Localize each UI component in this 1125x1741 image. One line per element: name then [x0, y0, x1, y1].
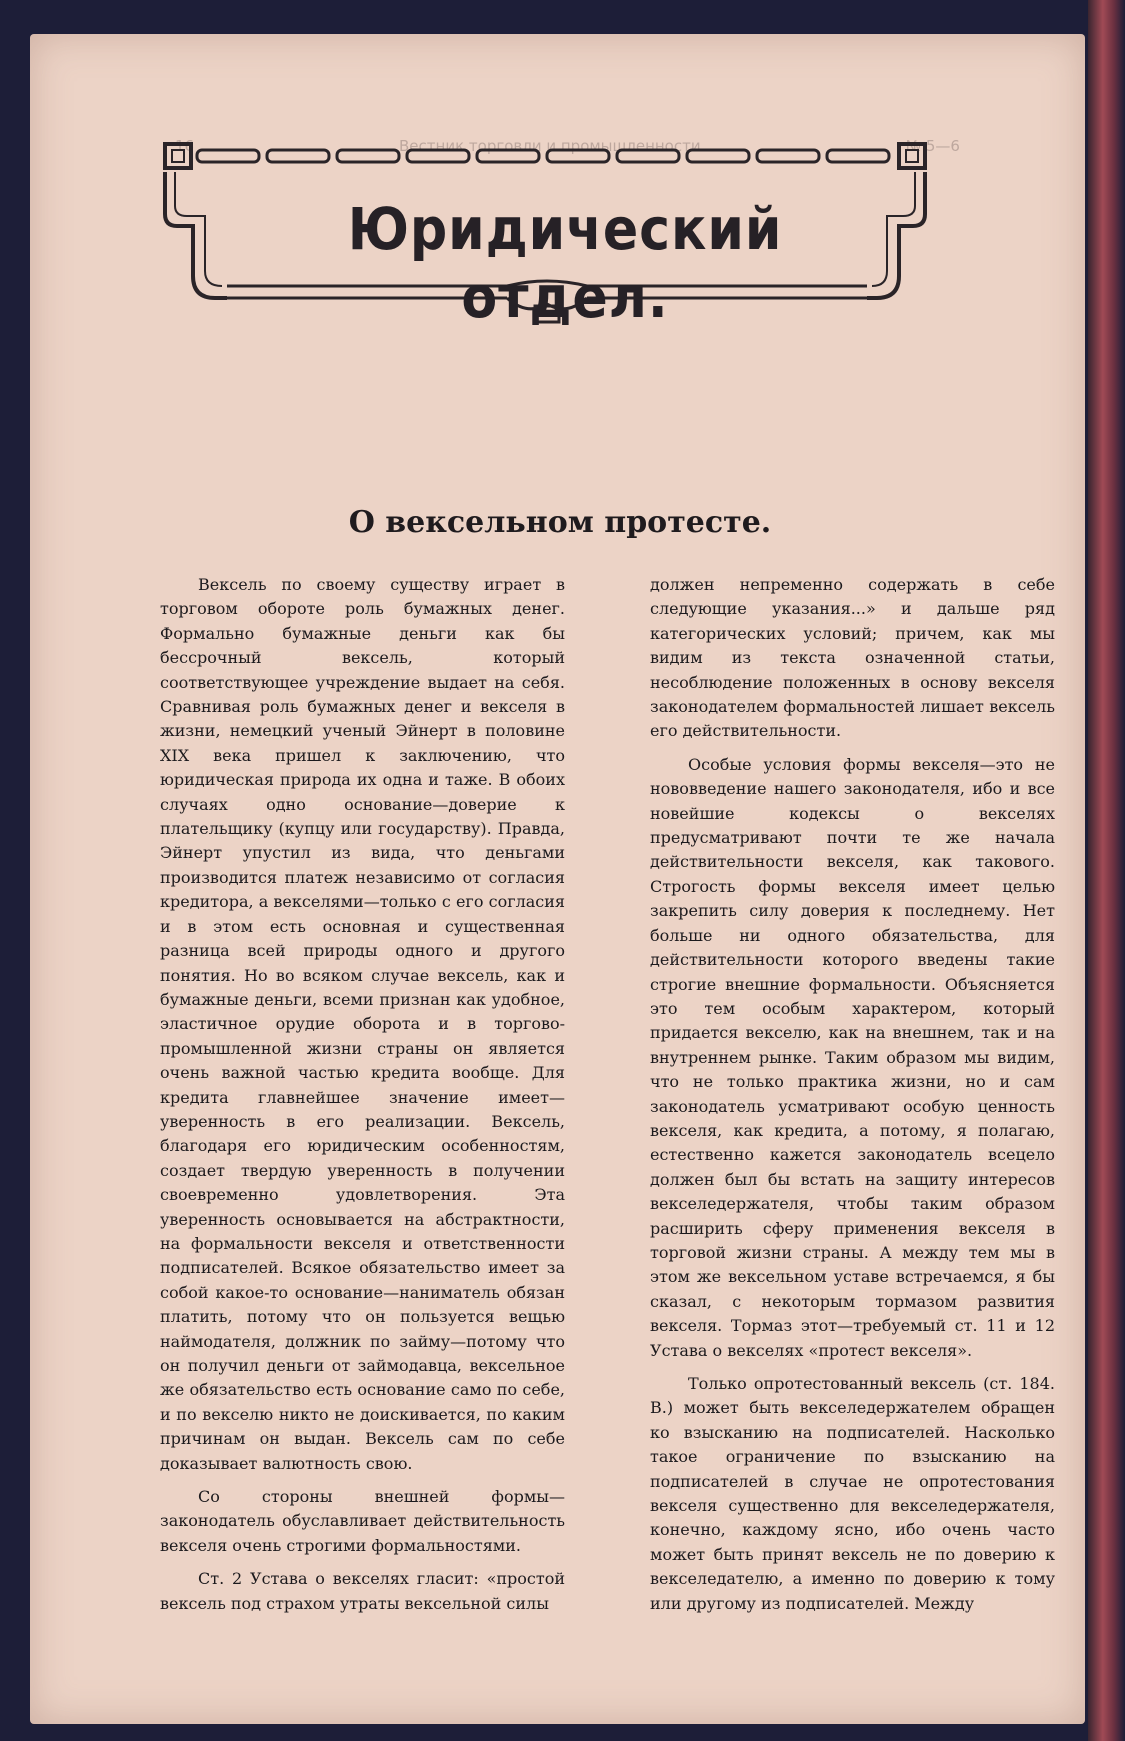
page-number: 16: [175, 137, 195, 155]
issue-number: № 5—6: [905, 137, 960, 155]
running-head-title: Вестник торговли и промышленности: [399, 137, 701, 155]
paragraph: Ст. 2 Устава о векселях гласит: «простой вексель под страхом утраты вексельной силы: [160, 1569, 565, 1613]
article-title: О вексельном протесте.: [348, 505, 772, 540]
paragraph: Только опротестованный вексель (ст. 184. В.) может быть векселедержателем обращен ко взысканию на подписателей. Насколько такое ограничение по взысканию на подписателей в случае не опротестования векселя существенно для векселедержателя, конечно, каждому ясно, ибо очень часто может быть принят вексель не по доверию к векселедателю, а именно по доверию к тому или другому из подписателей. Между: [650, 1374, 1055, 1613]
page-edge-strip: [1088, 0, 1125, 1741]
paragraph: Со стороны внешней формы—законодатель обуславливает действительность векселя очень строгими формальностями.: [160, 1487, 565, 1555]
article-column-right: [650, 573, 1055, 1625]
article-column-left: [160, 573, 565, 1625]
paragraph: Особые условия формы векселя—это не нововведение нашего законодателя, ибо и все новейшие кодексы о векселях предусматривают почти те же начала действительности векселя, как такового. Строгость формы векселя имеет целью закрепить силу доверия к последнему. Нет больше ни одного обязательства, для действительности которого введены такие строгие внешние формальности. Объясняется это тем особым характером, который придается векселю, как на внешнем, так и на внутреннем рынке. Таким образом мы видим, что не только практика жизни, но и сам законодатель усматривают особую ценность векселя, как кредита, а потому, я полагаю, естественно кажется законодатель всецело должен был бы встать на защиту интересов векселедержателя, чтобы таким образом расширить сферу применения векселя в торговой жизни страны. А между тем мы в этом же вексельном уставе встречаемся, я бы сказал, с некоторым тормазом развития векселя. Тормаз этот—требуемый ст. 11 и 12 Устава о векселях «протест векселя».: [650, 754, 1055, 1360]
ornament-top-band: [197, 150, 889, 162]
section-title: Юридический отдел.: [347, 195, 783, 331]
paragraph: должен непременно содержать в себе следующие указания...» и дальше ряд категорических условий; причем, как мы видим из текста означенной статьи, несоблюдение положенных в основу векселя законодателем формальностей лишает вексель его действительности.: [650, 575, 1055, 741]
paragraph: Вексель по своему существу играет в торговом обороте роль бумажных денег. Формально бумажные деньги как бы бессрочный вексель, который соответствующее учреждение выдает на себя. Сравнивая роль бумажных денег и векселя в жизни, немецкий ученый Эйнерт в половине XIX века пришел к заключению, что юридическая природа их одна и таже. В обоих случаях одно основание—доверие к плательщику (купцу или государству). Правда, Эйнерт упустил из вида, что деньгами производится платеж независимо от согласия кредитора, а векселями—только с его согласия и в этом есть основная и существенная разница всей природы одного и другого понятия. Но во всяком случае вексель, как и бумажные деньги, всеми признан как удобное, эластичное орудие оборота и в торгово-промышленной жизни страны он является очень важной частью кредита вообще. Для кредита главнейшее значение имеет—уверенность в его реализации. Вексель, благодаря его юридическим особенностям, создает твердую уверенность в получении своевременно удовлетворения. Эта уверенность основывается на абстрактности, на формальности векселя и ответственности подписателей. Всякое обязательство имеет за собой какое-то основание—наниматель обязан платить, потому что он пользуется вещью наймодателя, должник по займу—потому что он получил деньги от займодавца, вексельное же обязательство есть основание само по себе, и по векселю никто не доискивается, по каким причинам он выдан. Вексель сам по себе доказывает валютность свою.: [160, 575, 565, 1473]
